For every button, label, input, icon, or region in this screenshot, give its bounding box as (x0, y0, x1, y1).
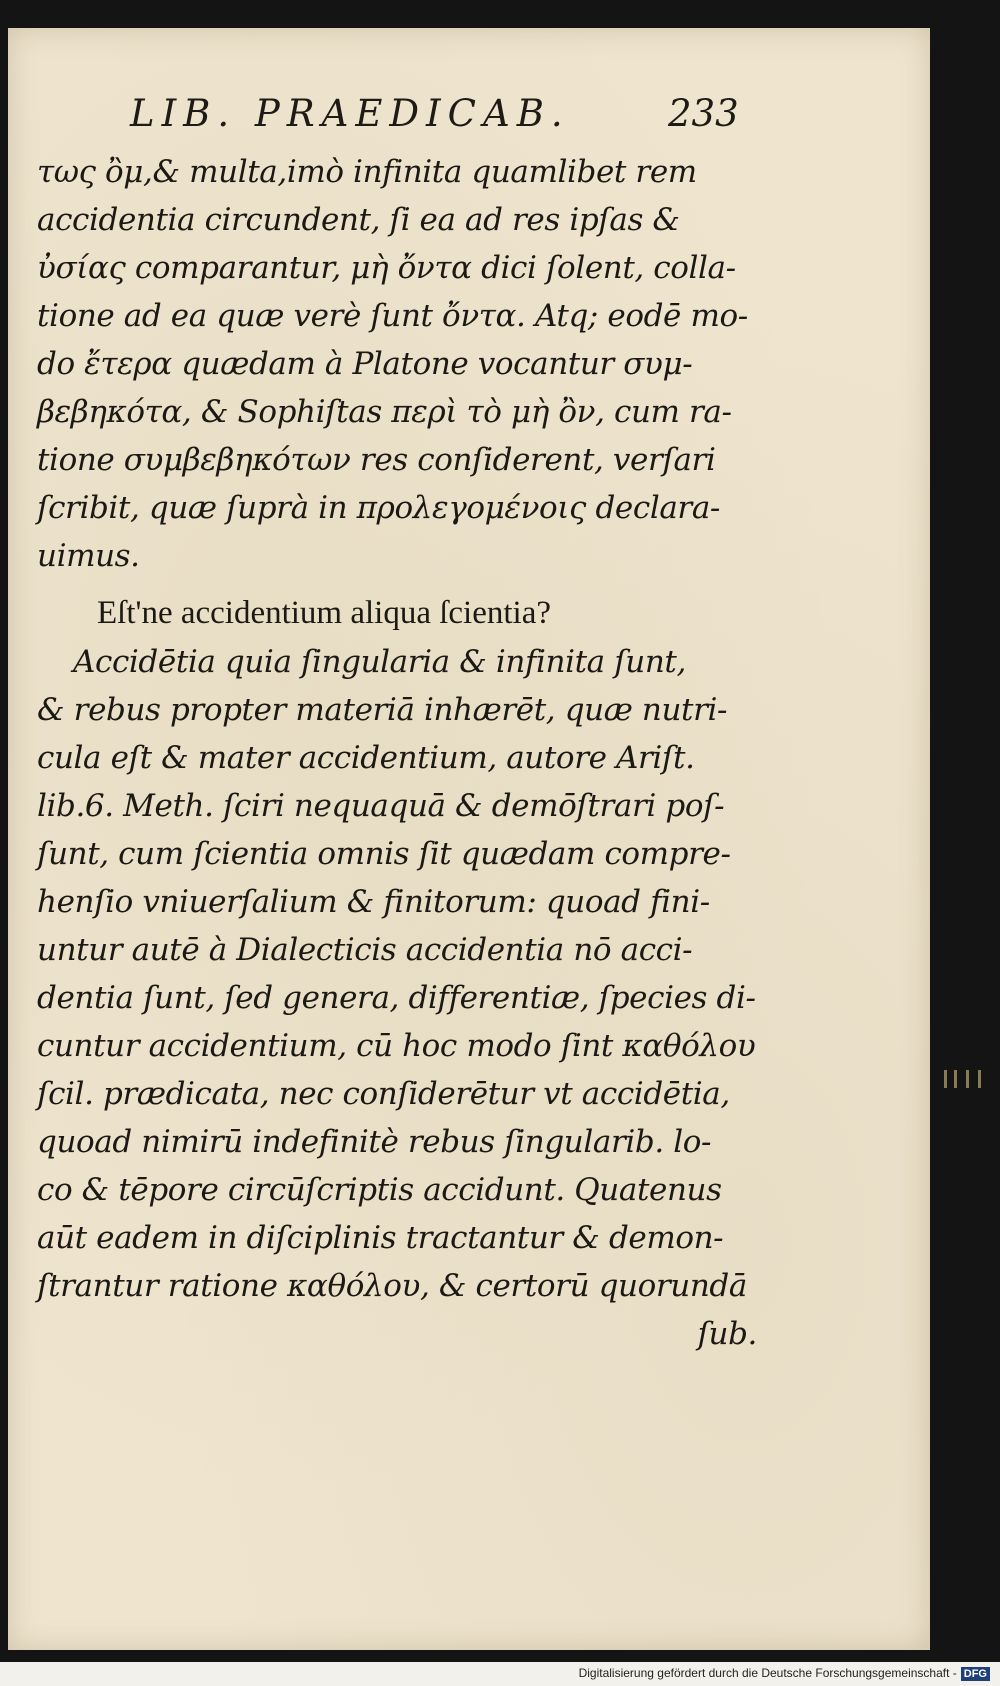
digitization-credit (560, 1666, 990, 1684)
text-line: tione ad ea quæ verè ſunt ὄντα. Atq; eodē mo- (37, 298, 748, 334)
dfg-logo: DFG (961, 1667, 990, 1681)
running-head: LIB. PRAEDICAB. (130, 92, 570, 135)
text-line: ſtrantur ratione καθόλου, & certorū quorundā (37, 1268, 747, 1304)
text-line: henſio vniuerſalium & finitorum: quoad fini- (37, 884, 710, 920)
text-line: & rebus propter materiā inhærēt, quæ nutri- (37, 692, 728, 728)
text-line: ὐσίας comparantur, μὴ ὄντα dici ſolent, colla- (37, 250, 736, 286)
text-line: co & tēpore circūſcriptis accidunt. Quatenus (37, 1172, 722, 1208)
text-line: quoad nimirū indefinitè rebus ſingularib. lo- (37, 1124, 712, 1160)
text-line: accidentia circundent, ſi ea ad res ipſas & (37, 202, 680, 238)
text-line: lib.6. Meth. ſciri nequaquā & demōſtrari poſ- (37, 788, 725, 824)
text-block (37, 148, 757, 1358)
text-line: ſcil. prædicata, nec conſiderētur vt accidētia, (37, 1076, 730, 1112)
text-line: tione συμβεβηκότων res conſiderent, verſari (37, 442, 716, 478)
credit-text: Digitalisierung gefördert durch die Deutsche Forschungsgemeinschaft - (578, 1666, 957, 1680)
text-line: aūt eadem in diſciplinis tractantur & demon- (37, 1220, 724, 1256)
page-number: 233 (668, 92, 739, 135)
text-line: cula eſt & mater accidentium, autore Ariſt. (37, 740, 695, 776)
section-heading: Eſt'ne accidentium aliqua ſcientia? (97, 595, 551, 631)
text-line: Accidētia quia ſingularia & infinita ſunt, (73, 644, 686, 680)
text-line: ſunt, cum ſcientia omnis ſit quædam compre- (37, 836, 731, 872)
text-line: do ἔτερα quædam à Platone vocantur συμ- (37, 346, 693, 382)
gutter-marks (940, 1070, 1000, 1100)
text-line: βεβηκότα, & Sophiſtas περὶ τὸ μὴ ὂν, cum ra- (37, 394, 732, 430)
text-line: untur autē à Dialecticis accidentia nō acci- (37, 932, 693, 968)
text-line: cuntur accidentium, cū hoc modo ſint καθόλου (37, 1028, 756, 1064)
text-line: dentia ſunt, ſed genera, differentiæ, ſpecies di- (37, 980, 756, 1016)
text-line: uimus. (37, 538, 140, 574)
text-line: τως ὂμ,& multa,imò infinita quamlibet rem (37, 154, 697, 190)
catchword: ſub. (697, 1316, 757, 1352)
text-line: ſcribit, quæ ſuprà in προλεγομένοις declara- (37, 490, 720, 526)
